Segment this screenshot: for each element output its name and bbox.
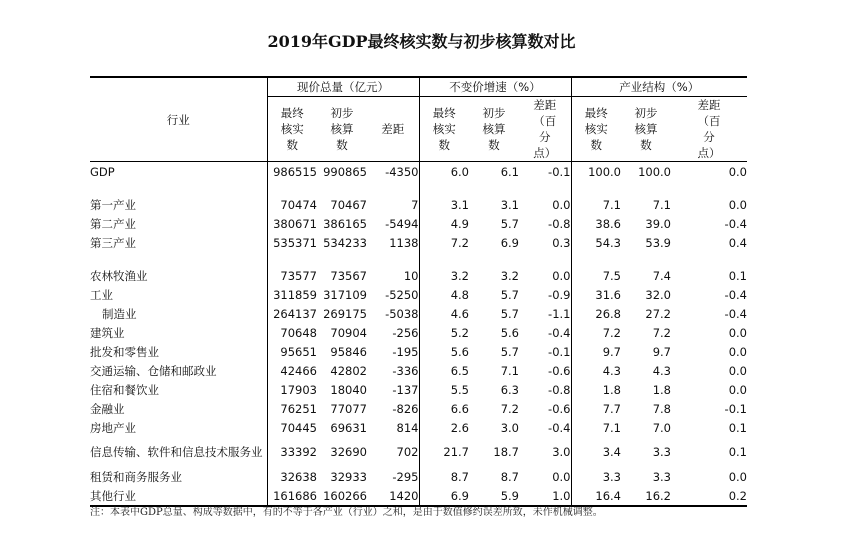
header-diff-1: 差距 [367,97,419,162]
cell: 18.7 [493,445,519,459]
header-diff-pct-2 [519,97,571,162]
cell: 18040 [330,382,367,397]
table-row [90,467,747,486]
cell: 6.9 [500,235,519,250]
cell: 0.0 [552,268,571,283]
cell: 7 [411,197,419,212]
cell: 5.6 [500,325,519,340]
cell: 70474 [267,195,317,214]
table-row [90,418,747,437]
spacer-row [90,181,747,195]
cell: 4.6 [419,304,469,323]
header-industry-structure: 产业结构（%） [571,77,747,97]
cell: 3.0 [552,445,571,459]
cell: -0.4 [548,325,571,340]
cell: 0.0 [728,197,747,212]
cell: 7.1 [571,195,621,214]
cell: 3.2 [419,266,469,285]
cell: 3.1 [500,197,519,212]
row-name: 农林牧渔业 [90,268,148,283]
cell: -826 [392,401,419,416]
cell: -0.4 [548,420,571,435]
table-row [90,361,747,380]
cell: 0.0 [728,363,747,378]
cell: 6.9 [419,486,469,506]
header-constant-price-growth: 不变价增速（%） [419,77,571,97]
cell: 100.0 [638,164,671,179]
cell: 7.4 [652,268,671,283]
row-name: 第一产业 [90,197,136,212]
cell: 0.3 [552,235,571,250]
cell: -336 [392,363,419,378]
cell: 7.0 [652,420,671,435]
cell: 6.1 [500,164,519,179]
cell: 6.0 [419,162,469,182]
cell: 7.2 [419,233,469,252]
cell: 7.1 [571,418,621,437]
header-prelim-text: 初步核算数 [482,106,506,152]
cell: -256 [392,325,419,340]
cell: 8.7 [419,467,469,486]
cell: -0.1 [548,344,571,359]
cell: 0.4 [728,235,747,250]
cell: 100.0 [571,162,621,182]
header-prelim-text: 初步核算数 [330,106,354,152]
cell: -0.8 [548,216,571,231]
cell: 3.2 [500,268,519,283]
cell: -295 [392,469,419,484]
header-final-text: 最终核实数 [584,106,608,152]
cell: 70467 [330,197,367,212]
cell: 27.2 [645,306,671,321]
cell: 1.8 [571,380,621,399]
cell: 4.8 [419,285,469,304]
cell: 70648 [267,323,317,342]
cell: 77077 [330,401,367,416]
header-prelim-3 [621,97,671,162]
cell: 2.6 [419,418,469,437]
cell: 0.0 [728,469,747,484]
cell: 4.9 [419,214,469,233]
cell: 39.0 [645,216,671,231]
cell: 42466 [267,361,317,380]
cell: 7.7 [571,399,621,418]
cell: 10 [403,268,419,283]
cell: 38.6 [571,214,621,233]
table-row [90,342,747,361]
cell: 7.2 [652,325,671,340]
cell: -0.4 [724,306,747,321]
header-final-2 [419,97,469,162]
cell: 269175 [323,306,367,321]
cell: 17903 [267,380,317,399]
cell: 7.8 [652,401,671,416]
cell: 0.1 [728,268,747,283]
cell: 33392 [267,437,317,467]
cell: -5038 [385,306,419,321]
cell: 7.2 [571,323,621,342]
row-name: GDP [90,164,115,179]
cell: 386165 [323,216,367,231]
cell: 3.1 [419,195,469,214]
header-diff-pct-text: 差距（百分点） [697,98,721,160]
header-final-1 [267,97,317,162]
cell: 6.5 [419,361,469,380]
cell: 76251 [267,399,317,418]
row-name: 第三产业 [90,235,136,250]
cell: -0.1 [724,401,747,416]
header-final-text: 最终核实数 [432,106,456,152]
table-row [90,399,747,418]
cell: 9.7 [571,342,621,361]
cell: 16.2 [621,486,671,506]
cell: 0.0 [728,325,747,340]
cell: 95846 [330,344,367,359]
cell: 5.7 [500,306,519,321]
row-name: 交通运输、仓储和邮政业 [90,363,217,378]
cell: 8.7 [500,469,519,484]
cell: 0.1 [728,445,747,459]
table-row [90,380,747,399]
cell: 5.9 [469,486,519,506]
cell: 3.3 [652,445,671,459]
row-name: 金融业 [90,401,125,416]
table-body [90,162,747,507]
table-row [90,162,747,182]
cell: 32933 [330,469,367,484]
cell: 7.5 [571,266,621,285]
cell: 32690 [330,445,367,459]
row-name: 其他行业 [90,486,267,506]
cell: 1.8 [652,382,671,397]
cell: 702 [396,445,419,459]
cell: 4.3 [571,361,621,380]
cell: 26.8 [571,304,621,323]
table-row [90,285,747,304]
cell: -5250 [385,287,419,302]
cell: 95651 [267,342,317,361]
table-row [90,437,747,467]
cell: 160266 [317,486,367,506]
cell: -0.8 [548,382,571,397]
cell: 16.4 [571,486,621,506]
table-row [90,304,747,323]
cell: 21.7 [419,437,469,467]
cell: 73567 [330,268,367,283]
cell: 1420 [367,486,419,506]
cell: 1138 [389,235,419,250]
header-prelim-text: 初步核算数 [634,106,658,152]
cell: 69631 [330,420,367,435]
cell: -5494 [385,216,419,231]
cell: 54.3 [571,233,621,252]
cell: 161686 [267,486,317,506]
cell: 5.7 [500,287,519,302]
row-name: 住宿和餐饮业 [90,382,159,397]
cell: -0.4 [724,216,747,231]
cell: 73577 [267,266,317,285]
row-name: 制造业 [102,306,137,321]
cell: 0.0 [552,197,571,212]
cell: 5.2 [419,323,469,342]
cell: 3.4 [571,437,621,467]
header-final-text: 最终核实数 [280,106,304,152]
cell: 1.0 [519,486,571,506]
cell: 7.2 [500,401,519,416]
cell: 7.1 [652,197,671,212]
cell: -0.1 [548,164,571,179]
spacer-row [90,252,747,266]
cell: 7.1 [500,363,519,378]
cell: 53.9 [645,235,671,250]
cell: 0.0 [552,469,571,484]
cell: 32.0 [645,287,671,302]
header-prelim-2 [469,97,519,162]
header-diff-pct-3 [671,97,747,162]
cell: -137 [392,382,419,397]
row-name: 建筑业 [90,325,125,340]
cell: 6.3 [500,382,519,397]
cell: -0.9 [548,287,571,302]
cell: 317109 [323,287,367,302]
footnote: 注：本表中GDP总量、构成等数据中，有的不等于各产业（行业）之和，是由于数值修约误差所致，未作机械调整。 [90,507,603,518]
cell: -4350 [385,164,419,179]
cell: 3.3 [652,469,671,484]
cell: 70904 [330,325,367,340]
cell: 3.0 [500,420,519,435]
row-name: 第二产业 [90,216,136,231]
row-name: 租赁和商务服务业 [90,469,182,484]
cell: 6.6 [419,399,469,418]
cell: 42802 [330,363,367,378]
cell: -195 [392,344,419,359]
cell: 380671 [267,214,317,233]
cell: 31.6 [571,285,621,304]
cell: 0.2 [671,486,747,506]
header-diff-pct-text: 差距（百分点） [533,98,557,160]
gdp-comparison-table [90,76,747,507]
cell: 3.3 [571,467,621,486]
cell: 535371 [267,233,317,252]
row-name: 信息传输、软件和信息技术服务业 [90,445,263,459]
cell: 0.0 [728,164,747,179]
header-prelim-1 [317,97,367,162]
page-title: 2019年GDP最终核实数与初步核算数对比 [267,32,576,51]
cell: 5.7 [500,344,519,359]
cell: 70445 [267,418,317,437]
table-row [90,233,747,252]
cell: 5.7 [500,216,519,231]
row-name: 房地产业 [90,420,136,435]
cell: 534233 [323,235,367,250]
row-name: 工业 [90,287,113,302]
cell: 990865 [323,164,367,179]
cell: 4.3 [652,363,671,378]
cell: -0.6 [548,363,571,378]
cell: 5.5 [419,380,469,399]
table-row [90,266,747,285]
header-industry: 行业 [90,77,267,162]
table-row [90,195,747,214]
cell: 5.6 [419,342,469,361]
cell: 32638 [267,467,317,486]
cell: 9.7 [652,344,671,359]
table-row [90,323,747,342]
cell: 311859 [267,285,317,304]
cell: 0.0 [728,382,747,397]
cell: 0.0 [728,344,747,359]
row-name: 批发和零售业 [90,344,159,359]
header-final-3 [571,97,621,162]
cell: 0.1 [728,420,747,435]
cell: -1.1 [548,306,571,321]
cell: 814 [396,420,419,435]
cell: -0.4 [724,287,747,302]
header-current-price-total: 现价总量（亿元） [267,77,419,97]
cell: -0.6 [548,401,571,416]
cell: 986515 [267,162,317,182]
table-row [90,214,747,233]
cell: 264137 [267,304,317,323]
